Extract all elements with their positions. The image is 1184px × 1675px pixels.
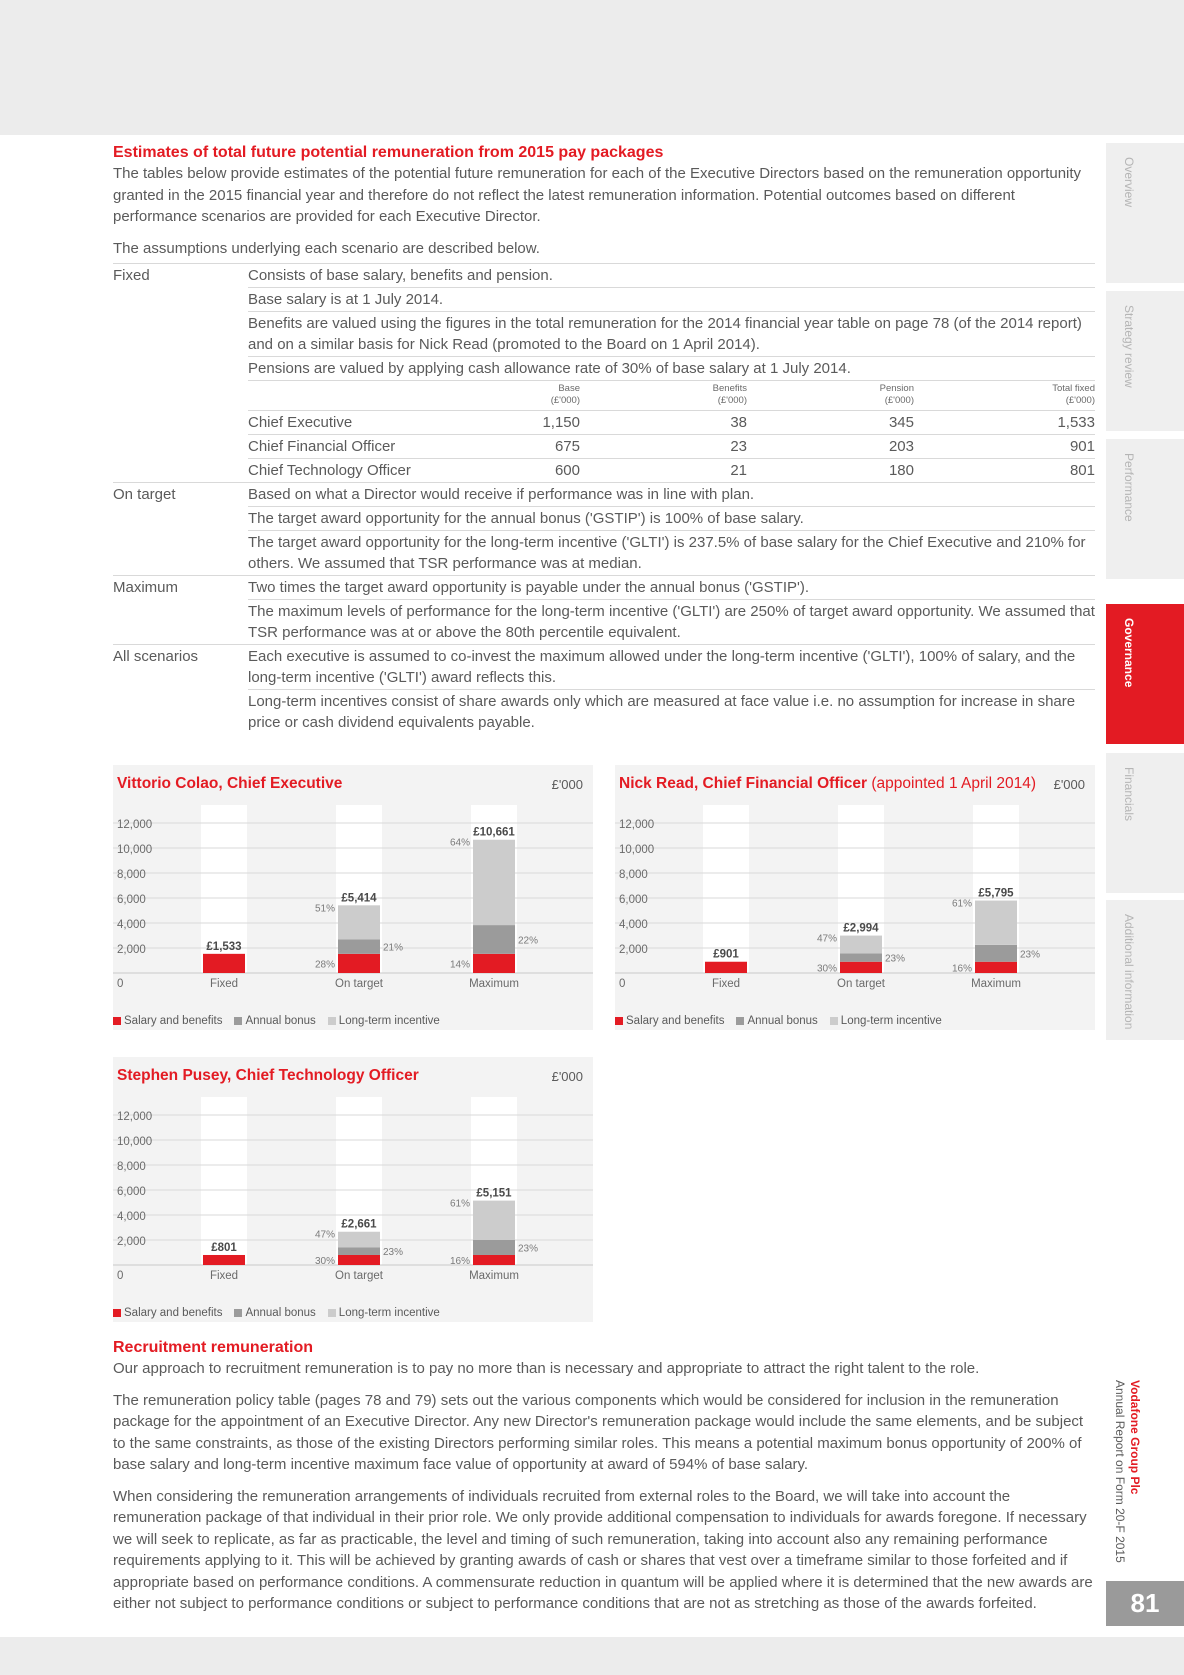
segment-percent-label: 23% xyxy=(383,1247,404,1259)
legend-swatch xyxy=(113,1017,121,1025)
chart-legend xyxy=(615,1015,942,1027)
y-tick-label: 12,000 xyxy=(117,819,153,831)
y-tick-label: 10,000 xyxy=(619,844,655,856)
y-tick-label: 10,000 xyxy=(117,1136,153,1148)
bar-segment-bonus xyxy=(975,945,1017,962)
tab-strategy-review[interactable]: Strategy review xyxy=(1106,291,1184,431)
segment-percent-label: 61% xyxy=(951,898,972,910)
segment-percent-label: 47% xyxy=(314,1229,335,1241)
legend-item xyxy=(328,1015,440,1027)
chart-title: Vittorio Colao, Chief Executive xyxy=(117,775,343,792)
chart-plot xyxy=(113,805,593,1013)
scenario-line: Consists of base salary, benefits and pension. xyxy=(248,264,1095,288)
legend-label: Annual bonus xyxy=(747,1015,818,1027)
bar-total-label: £2,994 xyxy=(843,922,879,935)
y-tick-label: 12,000 xyxy=(117,1111,153,1123)
scenario-line: The maximum levels of performance for the long-term incentive ('GLTI') are 250% of target award opportunity. We assumed that TSR performance was at or above the 80th percentile equivalent. xyxy=(248,603,1095,641)
bar-segment-bonus xyxy=(473,925,515,954)
chart-chief-executive xyxy=(113,765,593,1030)
col-header-pension: Pension (£'000) xyxy=(747,381,914,411)
bar-segment-lti xyxy=(338,905,380,939)
segment-percent-label: 21% xyxy=(383,942,404,954)
scenario-label: Fixed xyxy=(113,267,150,284)
scenario-label: All scenarios xyxy=(113,648,199,665)
y-tick-label: 2,000 xyxy=(619,944,648,956)
legend-swatch xyxy=(328,1017,336,1025)
y-tick-label: 8,000 xyxy=(117,1161,146,1173)
segment-percent-label: 23% xyxy=(885,953,906,965)
legend-item xyxy=(736,1015,817,1027)
bar-segment-lti xyxy=(338,1232,380,1248)
segment-percent-label: 64% xyxy=(449,837,470,849)
segment-percent-label: 23% xyxy=(518,1243,539,1255)
company-name: Vodafone Group Plc xyxy=(1128,1380,1142,1495)
legend-label: Annual bonus xyxy=(245,1015,316,1027)
scenario-fixed xyxy=(113,264,1095,483)
chart-plot xyxy=(615,805,1095,1013)
tab-additional-information[interactable]: Additional information xyxy=(1106,900,1184,1040)
legend-label: Long-term incentive xyxy=(840,1015,942,1027)
estimates-heading: Estimates of total future potential remuneration from 2015 pay packages xyxy=(113,144,664,161)
legend-label: Annual bonus xyxy=(245,1307,316,1319)
bar-segment-lti xyxy=(473,840,515,925)
scenario-line: Each executive is assumed to co-invest the maximum allowed under the long-term incentive ('GLTI'), 100% of salary, and the long-term incentive ('GLTI') award reflects this. xyxy=(248,645,1095,690)
bar-segment-salary xyxy=(203,954,245,973)
chart-title: Nick Read, Chief Financial Officer (appointed 1 April 2014) xyxy=(619,775,1036,792)
bar-segment-salary xyxy=(338,954,380,973)
col-header-base: Base (£'000) xyxy=(488,381,580,411)
legend-swatch xyxy=(234,1017,242,1025)
bar-total-label: £10,661 xyxy=(473,826,515,839)
x-category-label: Maximum xyxy=(469,1270,519,1282)
bar-segment-lti xyxy=(840,936,882,954)
chart-unit: £'000 xyxy=(551,1069,583,1084)
bar-total-label: £5,151 xyxy=(476,1187,512,1200)
y-tick-label: 6,000 xyxy=(619,894,648,906)
scenario-label: On target xyxy=(113,486,176,503)
legend-label: Salary and benefits xyxy=(626,1015,725,1027)
segment-percent-label: 14% xyxy=(449,959,470,971)
y-tick-label: 2,000 xyxy=(117,944,146,956)
scenario-line: Pensions are valued by applying cash allowance rate of 30% of base salary at 1 July 2014. xyxy=(248,357,1095,381)
y-tick-label: 8,000 xyxy=(619,869,648,881)
y-tick-label: 6,000 xyxy=(117,894,146,906)
tab-financials[interactable]: Financials xyxy=(1106,753,1184,893)
recruitment-p2: The remuneration policy table (pages 78 and 79) sets out the various components which would be considered for inclusion in the remuneration package for the appointment of an Executive Director. Any new Director's remuneration package would include the same elements, and be subject to the same constraints, as those of the existing Directors performing similar roles. This means a potential maximum bonus opportunity of 200% of base salary and long-term incentive maximum face value of opportunity at award of 594% of base salary. xyxy=(113,1391,1084,1473)
scenario-line: Benefits are valued using the figures in the total remuneration for the 2014 financial year table on page 78 (of the 2014 report) and on a similar basis for Nick Read (promoted to the Board on 1 April 2014). xyxy=(248,312,1095,357)
y-tick-label: 4,000 xyxy=(117,919,146,931)
bar-segment-lti xyxy=(975,901,1017,945)
bar-segment-lti xyxy=(473,1201,515,1240)
segment-percent-label: 47% xyxy=(816,933,837,945)
chart-unit: £'000 xyxy=(551,777,583,792)
scenario-on-target xyxy=(113,483,1095,576)
legend-item xyxy=(328,1307,440,1319)
legend-item xyxy=(113,1307,222,1319)
chart-subtitle: (appointed 1 April 2014) xyxy=(871,775,1036,792)
y-tick-label: 8,000 xyxy=(117,869,146,881)
scenario-line: The target award opportunity for the long-term incentive ('GLTI') is 237.5% of base salary for the Chief Executive and 210% for others. We assumed that TSR performance was at median. xyxy=(248,534,1086,572)
y-tick-label: 12,000 xyxy=(619,819,655,831)
legend-label: Long-term incentive xyxy=(338,1015,440,1027)
fixed-pay-table xyxy=(248,381,1095,482)
y-tick-label: 6,000 xyxy=(117,1186,146,1198)
bar-total-label: £1,533 xyxy=(206,940,242,953)
legend-item xyxy=(234,1307,315,1319)
recruitment-p1: Our approach to recruitment remuneration is to pay no more than is necessary and appropriate to attract the right talent to the role. xyxy=(113,1360,980,1377)
table-row: Chief Technology Officer 600 21 180 801 xyxy=(248,462,1095,479)
table-row: Chief Financial Officer 675 23 203 901 xyxy=(248,435,1095,459)
x-category-label: On target xyxy=(335,978,383,990)
bar-total-label: £5,795 xyxy=(978,887,1014,900)
scenario-maximum xyxy=(113,576,1095,645)
estimates-intro: The tables below provide estimates of the potential future remuneration for each of the Executive Directors based on the remuneration opportunity granted in the 2015 financial year and therefore do not reflect the latest remuneration information. Potential outcomes based on different performance scenarios are provided for each Executive Director. xyxy=(113,165,1082,225)
recruitment-p3: When considering the remuneration arrangements of individuals recruited from external roles to the Board, we will take into account the remuneration package of that individual in their prior role. We only provide additional compensation to individuals for awards foregone. If necessary we will seek to replicate, as far as practicable, the level and timing of such remuneration, taking into account also any remaining performance requirements applying to it. This will be achieved by granting awards of cash or shares that vest over a timeframe similar to those forfeited and if appropriate based on performance conditions. A commensurate reduction in quantum will be applied where it is determined that the new awards are either not subject to performance conditions or subject to performance conditions that are not as stretching as those of the awards forfeited. xyxy=(113,1487,1093,1612)
x-category-label: Fixed xyxy=(209,1270,239,1282)
legend-item xyxy=(830,1015,942,1027)
bar-segment-salary xyxy=(705,962,747,973)
segment-percent-label: 51% xyxy=(314,903,335,915)
bar-segment-salary xyxy=(473,954,515,973)
segment-percent-label: 28% xyxy=(314,959,335,971)
main-content xyxy=(113,143,1095,734)
chart-chief-financial-officer xyxy=(615,765,1095,1030)
recruitment-section xyxy=(113,1338,1095,1615)
bar-total-label: £901 xyxy=(713,948,739,961)
segment-percent-label: 22% xyxy=(518,935,539,947)
legend-swatch xyxy=(736,1017,744,1025)
tab-performance[interactable]: Performance xyxy=(1106,439,1184,579)
y-tick-label: 4,000 xyxy=(619,919,648,931)
charts-area xyxy=(113,765,1095,1325)
scenario-label: Maximum xyxy=(113,579,179,596)
report-label xyxy=(1106,1380,1176,1563)
chart-legend xyxy=(113,1307,440,1319)
x-category-label: On target xyxy=(335,1270,383,1282)
recruitment-heading: Recruitment remuneration xyxy=(113,1339,314,1356)
segment-percent-label: 16% xyxy=(951,963,972,975)
y-tick-label: 0 xyxy=(117,978,124,990)
scenario-line: Long-term incentives consist of share awards only which are measured at face value i.e. no assumption for increase in share price or cash dividend equivalents payable. xyxy=(248,693,1076,731)
bar-total-label: £2,661 xyxy=(341,1218,377,1231)
assumptions-intro: The assumptions underlying each scenario are described below. xyxy=(113,239,540,257)
segment-percent-label: 16% xyxy=(449,1255,470,1267)
table-row: Chief Executive 1,150 38 345 1,533 xyxy=(248,411,1095,435)
legend-label: Salary and benefits xyxy=(124,1015,223,1027)
bar-total-label: £801 xyxy=(211,1241,237,1254)
chart-plot xyxy=(113,1097,593,1305)
bar-segment-bonus xyxy=(338,1247,380,1255)
scenario-line: Base salary is at 1 July 2014. xyxy=(248,288,1095,312)
bar-segment-bonus xyxy=(473,1240,515,1255)
bar-segment-salary xyxy=(975,962,1017,973)
legend-swatch xyxy=(328,1309,336,1317)
chart-unit: £'000 xyxy=(1053,777,1085,792)
legend-swatch xyxy=(113,1309,121,1317)
tab-governance[interactable]: Governance xyxy=(1106,604,1184,744)
y-tick-label: 10,000 xyxy=(117,844,153,856)
bar-segment-salary xyxy=(203,1255,245,1265)
legend-swatch xyxy=(234,1309,242,1317)
legend-label: Salary and benefits xyxy=(124,1307,223,1319)
scenario-table xyxy=(113,263,1095,734)
legend-item xyxy=(615,1015,724,1027)
legend-swatch xyxy=(615,1017,623,1025)
top-band xyxy=(0,0,1184,135)
scenario-line: Two times the target award opportunity is payable under the annual bonus ('GSTIP'). xyxy=(248,576,1095,600)
x-category-label: Maximum xyxy=(469,978,519,990)
legend-swatch xyxy=(830,1017,838,1025)
chart-chief-technology-officer xyxy=(113,1057,593,1322)
legend-item xyxy=(234,1015,315,1027)
segment-percent-label: 61% xyxy=(449,1198,470,1210)
chart-legend xyxy=(113,1015,440,1027)
x-category-label: On target xyxy=(837,978,885,990)
bottom-band xyxy=(0,1637,1184,1675)
y-tick-label: 0 xyxy=(619,978,626,990)
bar-segment-salary xyxy=(338,1255,380,1265)
report-name: Annual Report on Form 20-F 2015 xyxy=(1113,1380,1127,1563)
bar-segment-salary xyxy=(473,1255,515,1265)
y-tick-label: 4,000 xyxy=(117,1211,146,1223)
x-category-label: Fixed xyxy=(209,978,239,990)
scenario-line: The target award opportunity for the annual bonus ('GSTIP') is 100% of base salary. xyxy=(248,507,1095,531)
y-tick-label: 2,000 xyxy=(117,1236,146,1248)
bar-segment-bonus xyxy=(840,953,882,961)
tab-overview[interactable]: Overview xyxy=(1106,143,1184,283)
x-category-label: Maximum xyxy=(971,978,1021,990)
bar-total-label: £5,414 xyxy=(341,892,377,905)
bar-segment-bonus xyxy=(338,939,380,953)
segment-percent-label: 30% xyxy=(816,963,837,975)
legend-item xyxy=(113,1015,222,1027)
y-tick-label: 0 xyxy=(117,1270,124,1282)
scenario-line: Based on what a Director would receive if performance was in line with plan. xyxy=(248,483,1095,507)
page-number: 81 xyxy=(1106,1581,1184,1626)
chart-title: Stephen Pusey, Chief Technology Officer xyxy=(117,1067,419,1084)
x-category-label: Fixed xyxy=(711,978,741,990)
bar-segment-salary xyxy=(840,962,882,973)
segment-percent-label: 23% xyxy=(1020,949,1041,961)
legend-label: Long-term incentive xyxy=(338,1307,440,1319)
scenario-all xyxy=(113,645,1095,734)
segment-percent-label: 30% xyxy=(314,1255,335,1267)
col-header-benefits: Benefits (£'000) xyxy=(580,381,747,411)
col-header-total: Total fixed (£'000) xyxy=(914,381,1095,411)
